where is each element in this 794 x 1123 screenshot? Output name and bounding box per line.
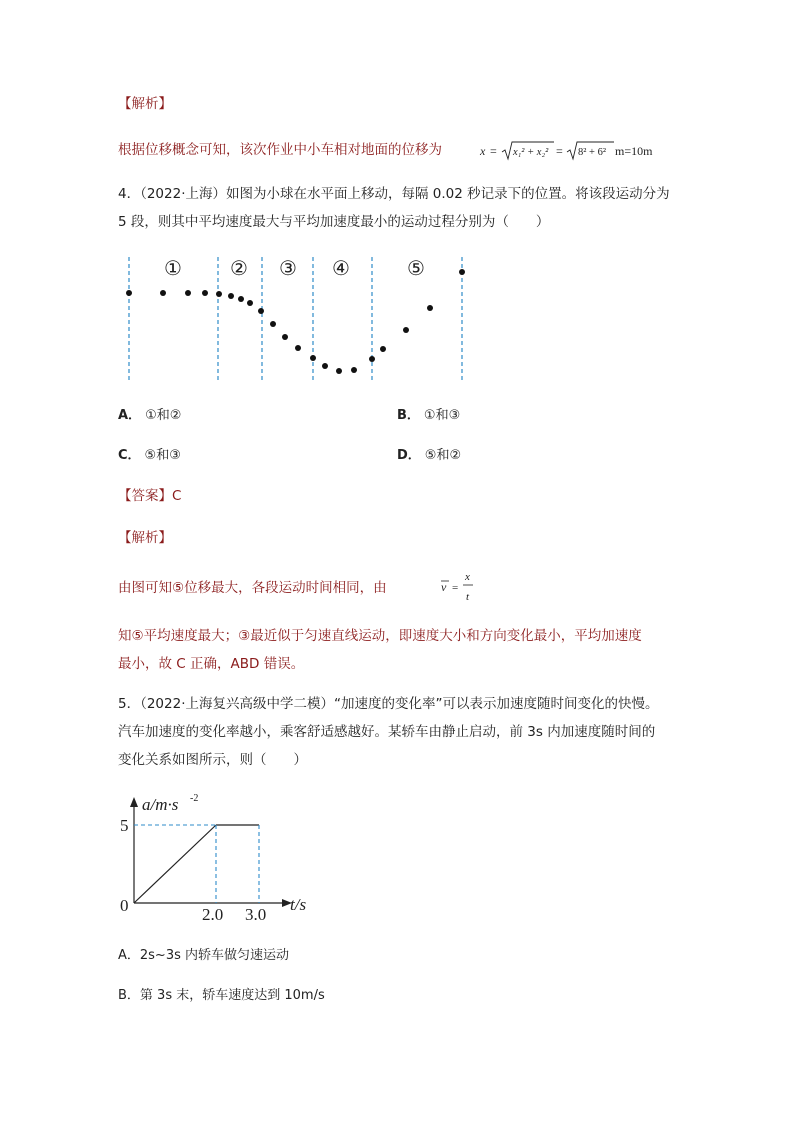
option-text: ①和② — [145, 408, 182, 423]
option-label: B． — [397, 408, 420, 423]
ball-dot — [380, 346, 386, 352]
ball-dot — [322, 363, 328, 369]
formula-eq1: = — [490, 144, 497, 158]
segment-labels — [164, 258, 425, 280]
segment-label: ⑤ — [407, 258, 425, 280]
q5-stem-line3: 变化关系如图所示，则（ ） — [118, 752, 307, 768]
displacement-formula-svg — [478, 138, 668, 164]
analysis-heading-1: 【解析】 — [118, 96, 172, 112]
formula-result: m=10m — [615, 144, 653, 158]
segment-label: ④ — [332, 258, 350, 280]
x-tick-3: 3.0 — [245, 905, 267, 924]
ball-dot — [247, 300, 253, 306]
ball-motion-svg — [118, 252, 478, 387]
ball-dot — [427, 305, 433, 311]
q4-analysis-heading: 【解析】 — [118, 530, 172, 546]
option-label: A． — [118, 408, 142, 423]
option-label: C． — [118, 448, 141, 463]
acceleration-graph-svg — [116, 788, 326, 928]
x-tick-2: 2.0 — [202, 905, 224, 924]
q4-stem-line1: 4．（2022·上海）如图为小球在水平面上移动，每隔 0.02 秒记录下的位置。将该段运动分为 — [118, 186, 670, 202]
option-label: D． — [397, 448, 421, 463]
svg-text:a/m·s — [142, 795, 179, 814]
formula-rad2: 8² + 6² — [578, 147, 606, 158]
option-text: ⑤和② — [424, 448, 462, 463]
option-text: ①和③ — [423, 408, 461, 423]
ball-motion-figure — [118, 252, 478, 391]
formula-num: x — [465, 571, 470, 583]
segment-label: ② — [230, 258, 248, 280]
ylabel-exponent: -2 — [190, 793, 199, 804]
q4-stem-line2: 5 段，则其中平均速度最大与平均加速度最小的运动过程分别为（ ） — [118, 214, 550, 230]
ball-dot — [459, 269, 465, 275]
analysis-text-1: 根据位移概念可知，该次作业中小车相对地面的位移为 — [118, 142, 442, 158]
q4-answer: 【答案】C — [118, 488, 182, 504]
ball-dot — [160, 290, 166, 296]
ball-positions — [126, 269, 465, 374]
acceleration-time-graph — [116, 788, 326, 932]
ball-dot — [351, 367, 357, 373]
ball-dot — [238, 296, 244, 302]
formula-den: t — [466, 591, 470, 603]
ball-dot — [185, 290, 191, 296]
ball-dot — [295, 345, 301, 351]
ball-dot — [228, 293, 234, 299]
formula-eq: = — [452, 582, 459, 594]
segment-label: ① — [164, 258, 182, 280]
q4-analysis-line1: 由图可知⑤位移最大，各段运动时间相同，由 — [118, 580, 387, 596]
option-text: ⑤和③ — [144, 448, 181, 463]
q5-stem-line1: 5．（2022·上海复兴高级中学二模）“加速度的变化率”可以表示加速度随时间变化的快慢。 — [118, 696, 659, 712]
ball-dot — [310, 355, 316, 361]
q4-option-d[interactable] — [397, 446, 461, 466]
ball-dot — [216, 291, 222, 297]
formula-x: x — [480, 144, 486, 158]
q4-option-b[interactable] — [397, 406, 460, 426]
ball-dot — [336, 368, 342, 374]
q4-analysis-line2: 知⑤平均速度最大；③最近似于匀速直线运动，即速度大小和方向变化最小，平均加速度 — [118, 628, 642, 644]
formula-v: v — [441, 580, 447, 594]
segment-label: ③ — [279, 258, 297, 280]
xlabel-text: t/s — [290, 895, 307, 914]
displacement-formula — [478, 138, 668, 164]
q5-stem-line2: 汽车加速度的变化率越小，乘客舒适感越好。某轿车由静止启动，前 3s 内加速度随时间的 — [118, 724, 656, 740]
q5-option-a[interactable]: A．2s~3s 内轿车做匀速运动 — [118, 948, 290, 963]
ball-dot — [202, 290, 208, 296]
accel-ramp-line — [134, 825, 216, 903]
q5-option-b[interactable]: B．第 3s 末，轿车速度达到 10m/s — [118, 988, 325, 1003]
average-velocity-formula — [438, 568, 482, 612]
y-tick-5: 5 — [120, 816, 129, 835]
q4-option-a[interactable] — [118, 406, 181, 426]
ball-dot — [403, 327, 409, 333]
average-velocity-svg — [438, 568, 482, 608]
formula-rad1: x₁² + x₂² — [513, 147, 549, 158]
q4-option-c[interactable] — [118, 446, 181, 466]
origin-label: 0 — [120, 896, 129, 915]
ball-dot — [270, 321, 276, 327]
ylabel-text: a/m·s — [142, 795, 179, 814]
y-axis-arrow — [130, 797, 138, 807]
ball-dot — [258, 308, 264, 314]
ball-dot — [282, 334, 288, 340]
q4-analysis-line3: 最小，故 C 正确，ABD 错误。 — [118, 656, 305, 672]
formula-eq2: = — [556, 144, 563, 158]
ball-dot — [126, 290, 132, 296]
ball-dot — [369, 356, 375, 362]
